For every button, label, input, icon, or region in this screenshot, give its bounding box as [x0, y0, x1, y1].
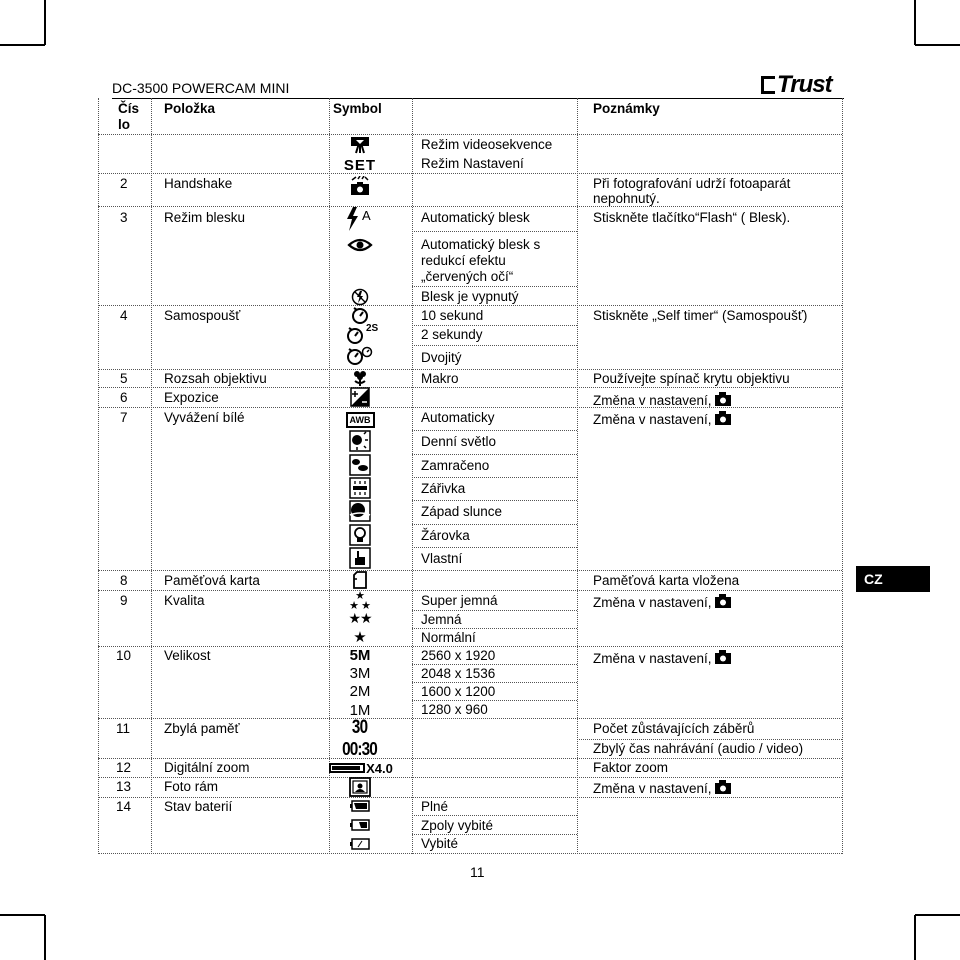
row-divider	[412, 286, 577, 287]
remaining-time-note: Zbylý čas nahrávání (audio / video)	[593, 741, 804, 756]
row-divider	[98, 387, 842, 388]
timer-double-desc: Dvojitý	[421, 350, 462, 365]
cloudy-icon	[340, 455, 380, 475]
camera-icon	[715, 650, 731, 664]
row-divider	[412, 477, 577, 478]
table-border	[98, 853, 842, 854]
timer-note: Stiskněte „Self timer“ (Samospoušť)	[593, 308, 808, 323]
two-stars-icon: ★★	[348, 611, 372, 627]
row-divider	[98, 590, 842, 591]
row-divider	[412, 454, 577, 455]
size-3m-label: 3M	[349, 664, 371, 682]
battery-full-desc: Plné	[421, 799, 449, 814]
flash-auto-icon	[340, 206, 380, 232]
handshake-note: Při fotografování udrží fotoaparát nepohnutý.	[593, 176, 791, 206]
row-divider	[412, 325, 577, 326]
camera-icon	[715, 392, 731, 406]
flash-redeye-desc: Automatický blesk s redukcí efektu „červených očí“	[421, 237, 541, 284]
column-divider	[412, 98, 413, 854]
quality-normal-desc: Normální	[421, 630, 476, 645]
battery-empty-desc: Vybité	[421, 836, 459, 851]
crop-mark	[915, 44, 960, 46]
crop-mark	[914, 0, 916, 45]
row-divider	[412, 345, 577, 346]
column-divider	[151, 98, 152, 854]
row-number: 12	[116, 760, 132, 775]
bulb-desc: Žárovka	[421, 528, 470, 543]
header-rule	[112, 98, 844, 99]
row-number: 4	[120, 308, 128, 323]
cloudy-desc: Zamračeno	[421, 458, 490, 473]
row-divider	[98, 134, 842, 135]
column-divider	[329, 98, 330, 854]
row-divider	[412, 500, 577, 501]
note-text: Změna v nastavení,	[593, 595, 712, 610]
note-text: Změna v nastavení,	[593, 412, 712, 427]
size-1m-desc: 1280 x 960	[421, 702, 488, 717]
size-2m-label: 2M	[349, 682, 371, 700]
logo-mark-icon	[761, 76, 775, 94]
row-number: 13	[116, 779, 132, 794]
timer-icon	[340, 305, 380, 325]
size-1m-label: 1M	[349, 701, 371, 719]
item-label: Paměťová karta	[164, 573, 260, 588]
zoom-bar	[329, 763, 365, 773]
note-text: Změna v nastavení,	[593, 781, 712, 796]
shots-counter-label: 30	[352, 717, 368, 738]
time-counter	[333, 739, 387, 759]
custom-hand-icon	[340, 548, 380, 568]
row-divider	[412, 700, 577, 701]
row-divider	[412, 231, 577, 232]
flash-off-icon	[340, 287, 380, 307]
exposure-icon	[340, 387, 380, 407]
header-number: Čís lo	[118, 101, 140, 132]
document-title: DC-3500 POWERCAM MINI	[112, 80, 290, 96]
row-number: 7	[120, 410, 128, 425]
row-divider	[98, 797, 842, 798]
time-counter-label: 00:30	[342, 738, 378, 759]
quality-super-desc: Super jemná	[421, 593, 498, 608]
column-divider	[577, 98, 578, 854]
row-number: 10	[116, 648, 132, 663]
three-stars-icon	[340, 590, 380, 610]
row-divider	[98, 369, 842, 370]
size-note	[593, 650, 731, 667]
svg-text:★: ★	[361, 599, 371, 610]
trust-logo	[761, 72, 845, 98]
row-divider	[98, 646, 842, 647]
fluorescent-icon	[340, 478, 380, 498]
item-label: Foto rám	[164, 779, 219, 794]
bulb-icon	[340, 525, 380, 545]
svg-text:★: ★	[355, 590, 365, 602]
fluorescent-desc: Zářivka	[421, 481, 466, 496]
sunset-desc: Západ slunce	[421, 504, 503, 519]
table-border	[98, 98, 99, 854]
flash-auto-desc: Automatický blesk	[421, 210, 530, 225]
shots-counter	[340, 718, 380, 738]
size-5m-desc: 2560 x 1920	[421, 648, 496, 663]
daylight-icon	[340, 431, 380, 451]
row-divider	[412, 834, 577, 835]
row-divider	[98, 570, 842, 571]
timer-desc: 10 sekund	[421, 308, 484, 323]
quality-fine-desc: Jemná	[421, 612, 462, 627]
video-mode-desc: Režim videosekvence	[421, 137, 553, 152]
timer-double-icon	[340, 346, 380, 366]
camera-icon	[715, 411, 731, 425]
row-divider	[412, 628, 577, 629]
remaining-note: Počet zůstávajících záběrů	[593, 721, 755, 736]
item-label: Stav baterií	[164, 799, 233, 814]
page-number: 11	[470, 864, 485, 880]
size-5m-icon	[340, 646, 380, 664]
zoom-label: X4.0	[366, 760, 393, 776]
crop-mark	[914, 915, 916, 960]
daylight-desc: Denní světlo	[421, 434, 497, 449]
crop-mark	[915, 914, 960, 916]
macro-desc: Makro	[421, 371, 459, 386]
macro-icon	[340, 368, 380, 388]
item-label: Digitální zoom	[164, 760, 250, 775]
zoom-bar-fill	[332, 766, 360, 770]
size-2m-icon	[340, 682, 380, 700]
item-label: Velikost	[164, 648, 211, 663]
zoom-note: Faktor zoom	[593, 760, 669, 775]
battery-full-icon	[340, 797, 380, 815]
memory-card-icon	[340, 570, 380, 590]
size-3m-icon	[340, 664, 380, 682]
row-divider	[98, 305, 842, 306]
timer-2s-label: 2S	[366, 323, 379, 334]
battery-half-icon	[340, 816, 380, 834]
row-divider	[412, 547, 577, 548]
awb-icon	[340, 410, 380, 430]
frame-note	[593, 780, 731, 797]
item-label: Režim blesku	[164, 210, 246, 225]
row-number: 9	[120, 593, 128, 608]
sunset-icon	[340, 501, 380, 521]
eye-icon	[340, 235, 380, 255]
row-divider	[98, 758, 842, 759]
crop-mark	[0, 914, 45, 916]
row-divider	[98, 718, 842, 719]
zoom-indicator	[326, 759, 396, 777]
size-5m-label: 5M	[349, 646, 371, 664]
one-star-icon: ★	[353, 628, 367, 646]
row-divider	[412, 430, 577, 431]
table-border	[842, 98, 843, 854]
wb-note	[593, 411, 731, 428]
note-text: Změna v nastavení,	[593, 651, 712, 666]
row-divider	[412, 664, 577, 665]
item-label: Handshake	[164, 176, 233, 191]
photo-frame-icon	[340, 777, 380, 797]
row-number: 8	[120, 573, 128, 588]
timer-2s-icon	[340, 325, 380, 345]
crop-mark	[0, 44, 45, 46]
item-label: Zbylá paměť	[164, 721, 240, 736]
item-label: Kvalita	[164, 593, 205, 608]
row-divider	[98, 777, 842, 778]
memcard-note: Paměťová karta vložena	[593, 573, 740, 588]
row-number: 2	[120, 176, 128, 191]
header-symbol: Symbol	[333, 101, 382, 116]
video-camera-icon	[340, 135, 380, 155]
lens-note: Používejte spínač krytu objektivu	[593, 371, 790, 386]
language-tab: CZ	[856, 566, 930, 592]
custom-desc: Vlastní	[421, 551, 463, 566]
settings-mode-desc: Režim Nastavení	[421, 156, 524, 171]
item-label: Expozice	[164, 390, 219, 405]
note-text: Změna v nastavení,	[593, 393, 712, 408]
quality-note	[593, 594, 731, 611]
flash-note: Stiskněte tlačítko“Flash“ ( Blesk).	[593, 210, 791, 225]
item-label: Samospoušť	[164, 308, 241, 323]
row-number: 14	[116, 799, 132, 814]
crop-mark	[44, 0, 46, 45]
row-divider	[577, 739, 842, 740]
logo-text: Trust	[777, 71, 832, 98]
awb-label: AWB	[346, 412, 375, 428]
header-item: Položka	[164, 101, 216, 116]
header-notes: Poznámky	[593, 101, 660, 116]
row-number: 6	[120, 390, 128, 405]
awb-desc: Automaticky	[421, 410, 495, 425]
row-divider	[412, 682, 577, 683]
item-label: Rozsah objektivu	[164, 371, 267, 386]
item-label: Vyvážení bílé	[164, 410, 245, 425]
flash-off-desc: Blesk je vypnutý	[421, 289, 519, 304]
size-2m-desc: 1600 x 1200	[421, 684, 496, 699]
timer-2s-desc: 2 sekundy	[421, 327, 483, 342]
size-3m-desc: 2048 x 1536	[421, 666, 496, 681]
battery-half-desc: Zpoly vybité	[421, 818, 494, 833]
set-icon: SET	[343, 156, 377, 174]
row-divider	[412, 524, 577, 525]
row-number: 5	[120, 371, 128, 386]
camera-icon	[715, 594, 731, 608]
shaking-camera-icon	[340, 176, 380, 196]
row-divider	[98, 206, 842, 207]
exposure-note	[593, 392, 731, 409]
svg-text:★: ★	[349, 599, 359, 610]
row-divider	[98, 173, 842, 174]
row-number: 3	[120, 210, 128, 225]
row-divider	[412, 610, 577, 611]
crop-mark	[44, 915, 46, 960]
camera-icon	[715, 780, 731, 794]
row-number: 11	[116, 721, 131, 736]
svg-text:A: A	[362, 208, 371, 223]
row-divider	[412, 815, 577, 816]
battery-empty-icon	[340, 835, 380, 853]
